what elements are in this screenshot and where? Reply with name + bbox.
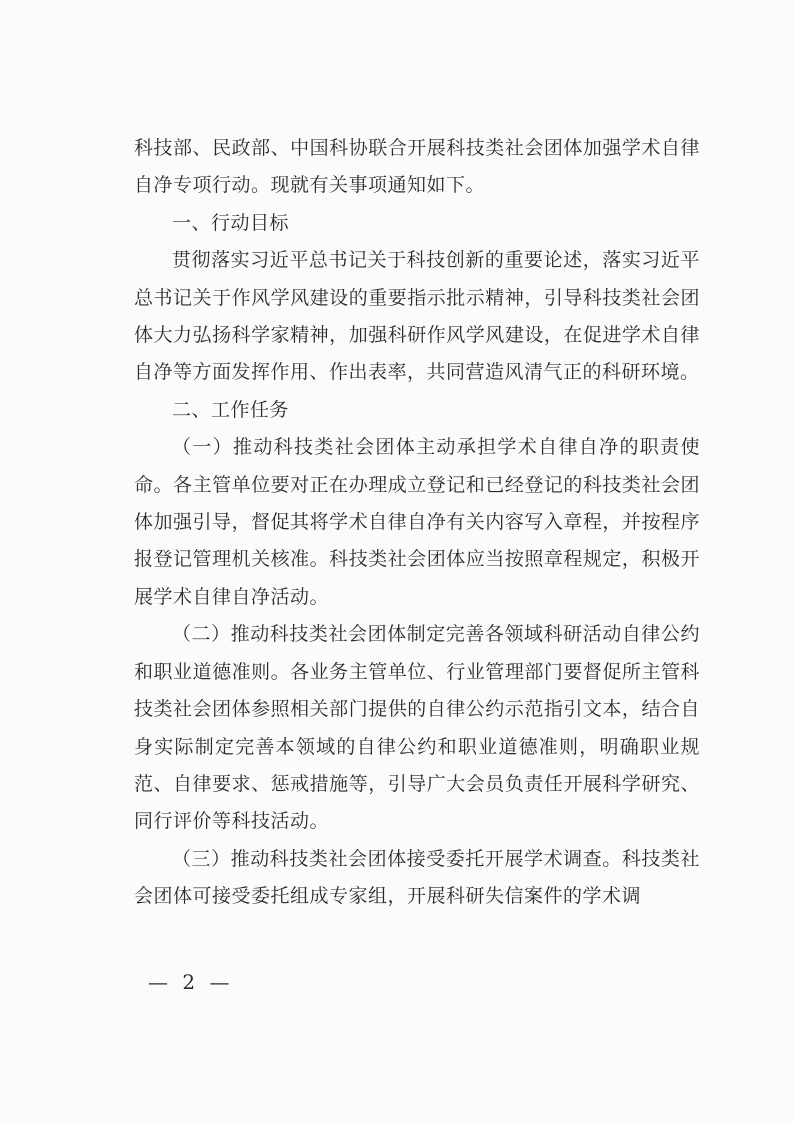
task-2-paragraph [134,616,700,840]
body-text [134,130,700,916]
intro-paragraph: 科技部、民政部、中国科协联合开展科技类社会团体加强学术自律自净专项行动。现就有关事项通知如下。 [134,137,700,197]
task-1-paragraph [134,429,700,616]
goal-paragraph: 贯彻落实习近平总书记关于科技创新的重要论述，落实习近平总书记关于作风学风建设的重要指示批示精神，引导科技类社会团体大力弘扬科学家精神，加强科研作风学风建设，在促进学术自律自净等方面发挥作用、作出表率，共同营造风清气正的科研环境。 [134,249,700,384]
task-3-label: （三）推动科技类社会团体接受委托开展学术调查。 [172,847,622,870]
task-2-label: （二）推动科技类社会团体制定完善各领域科研活动自律公约和职业道德准则。 [134,623,700,683]
page-number: — 2 — [148,970,234,994]
task-1-label: （一）推动科技类社会团体主动承担学术自律自净的职责使命。 [134,436,700,496]
task-3-body: 科技类社会团体可接受委托组成专家组，开展科研失信案件的学术调 [134,847,700,908]
section-heading-tasks: 二、工作任务 [172,398,290,421]
task-2-body: 各业务主管单位、行业管理部门要督促所主管科技类社会团体参照相关部门提供的自律公约示范指引文本，结合自身实际制定完善本领域的自律公约和职业道德准则，明确职业规范、自律要求、惩戒措施等，引导广大会员负责任开展科学研究、同行评价等科技活动。 [134,660,700,833]
task-3-paragraph [134,841,700,916]
section-heading-goal: 一、行动目标 [172,211,290,234]
task-1-body: 各主管单位要对正在办理成立登记和已经登记的科技类社会团体加强引导，督促其将学术自律自净有关内容写入章程，并按程序报登记管理机关核准。科技类社会团体应当按照章程规定，积极开展学术自律自净活动。 [134,473,700,608]
